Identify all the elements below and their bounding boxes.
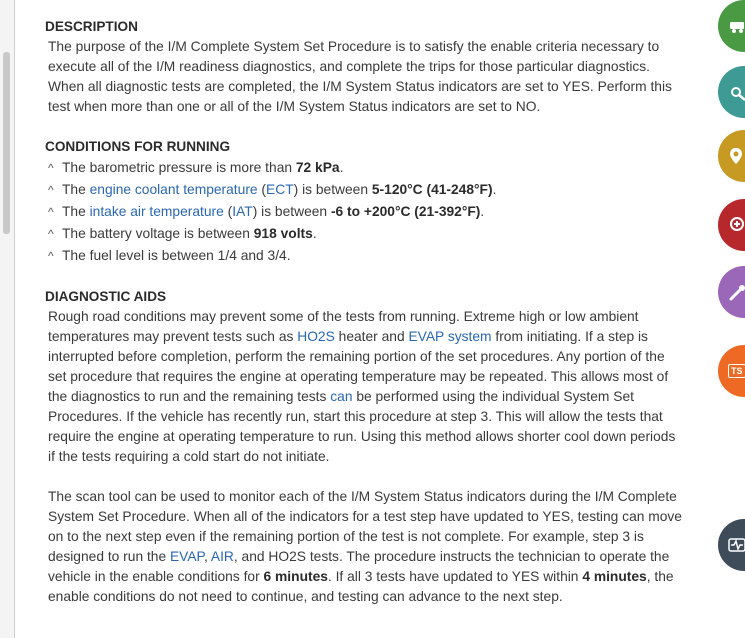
vehicle-button[interactable]: [718, 0, 745, 52]
scrollbar-thumb[interactable]: [3, 52, 10, 234]
iat-link[interactable]: IAT: [232, 204, 253, 219]
diagnostic-aids-paragraph-1: Rough road conditions may prevent some of the tests from running. Extreme high or low ambient temperatures may prevent tests such as HO2S heater and EVAP system from initiating. If a step is interrupted before completion, perform the remaining portion of the set procedures. Any portion of the set procedure that requires the engine at operating temperature may be repeated. This allows most of the diagnostics to run and the remaining tests can be performed using the individual System Set Procedures. If the vehicle has recently run, start this procedure at step 3. This will allow the tests that require the engine at operating temperature to run. Using this method allows shorter cool down periods if the tests requiring a cold start do not initiate.: [48, 309, 676, 464]
evap-system-link[interactable]: EVAP system: [408, 329, 492, 344]
condition-item: ^ The battery voltage is between 918 volts.: [45, 223, 685, 245]
vehicle-icon: [728, 16, 745, 36]
diagnostic-aids-paragraph-2: The scan tool can be used to monitor each of the I/M System Status indicators during the I/M Complete System Set Procedure. When all of the indicators for a test step have updated to YES, testing can move on to the next step even if the remaining portion of the test is not complete. For example, step 3 is designed to run the EVAP, AIR, and HO2S tests. The procedure instructs the technician to operate the vehicle in the enable conditions for 6 minutes. If all 3 tests have updated to YES within 4 minutes, the enable conditions do not need to continue, and testing can advance to the next step.: [48, 489, 682, 604]
diagnostic-button[interactable]: [718, 199, 745, 251]
bullet-icon: ^: [48, 227, 54, 241]
condition-item: ^ The fuel level is between 1/4 and 3/4.: [45, 245, 685, 267]
condition-item: ^ The engine coolant temperature (ECT) is between 5-120°C (41-248°F).: [45, 179, 685, 201]
evap-link[interactable]: EVAP: [169, 549, 204, 564]
engine-coolant-temperature-link[interactable]: engine coolant temperature: [89, 182, 258, 197]
intake-air-temperature-link[interactable]: intake air temperature: [89, 204, 224, 219]
diagnostic-aids-heading: DIAGNOSTIC AIDS: [45, 289, 167, 304]
conditions-heading: CONDITIONS FOR RUNNING: [45, 139, 231, 154]
tsb-icon: TS: [728, 364, 745, 378]
condition-item: ^ The intake air temperature (IAT) is between -6 to +200°C (21-392°F).: [45, 201, 685, 223]
can-link[interactable]: can: [330, 389, 353, 404]
tool-button[interactable]: [718, 266, 745, 318]
air-link[interactable]: AIR: [210, 549, 234, 564]
waveform-button[interactable]: [718, 519, 745, 571]
waveform-icon: [728, 535, 745, 555]
bullet-icon: ^: [48, 183, 54, 197]
conditions-list: [45, 157, 685, 267]
wrench-gear-button[interactable]: [718, 66, 745, 118]
wrench-gear-icon: [728, 82, 745, 102]
procedure-content: [45, 17, 685, 607]
ect-link[interactable]: ECT: [266, 182, 294, 197]
diagnostic-icon: [728, 215, 745, 235]
ho2s-link[interactable]: HO2S: [297, 329, 335, 344]
left-scrollbar[interactable]: [0, 0, 15, 638]
location-button[interactable]: [718, 130, 745, 182]
location-pin-icon: [728, 146, 745, 166]
description-heading: DESCRIPTION: [45, 19, 138, 34]
condition-item: ^ The barometric pressure is more than 72 kPa.: [45, 157, 685, 179]
description-text: The purpose of the I/M Complete System Set Procedure is to satisfy the enable criteria necessary to execute all of the I/M readiness diagnostics, and complete the trips for those particular diagnostics. When all diagnostic tests are completed, the I/M System Status indicators are set to YES. Perform this test when more than one or all of the I/M System Status indicators are set to NO.: [48, 39, 672, 114]
bullet-icon: ^: [48, 205, 54, 219]
tsb-button[interactable]: [718, 345, 745, 397]
tool-icon: [728, 282, 745, 302]
bullet-icon: ^: [48, 249, 54, 263]
bullet-icon: ^: [48, 161, 54, 175]
